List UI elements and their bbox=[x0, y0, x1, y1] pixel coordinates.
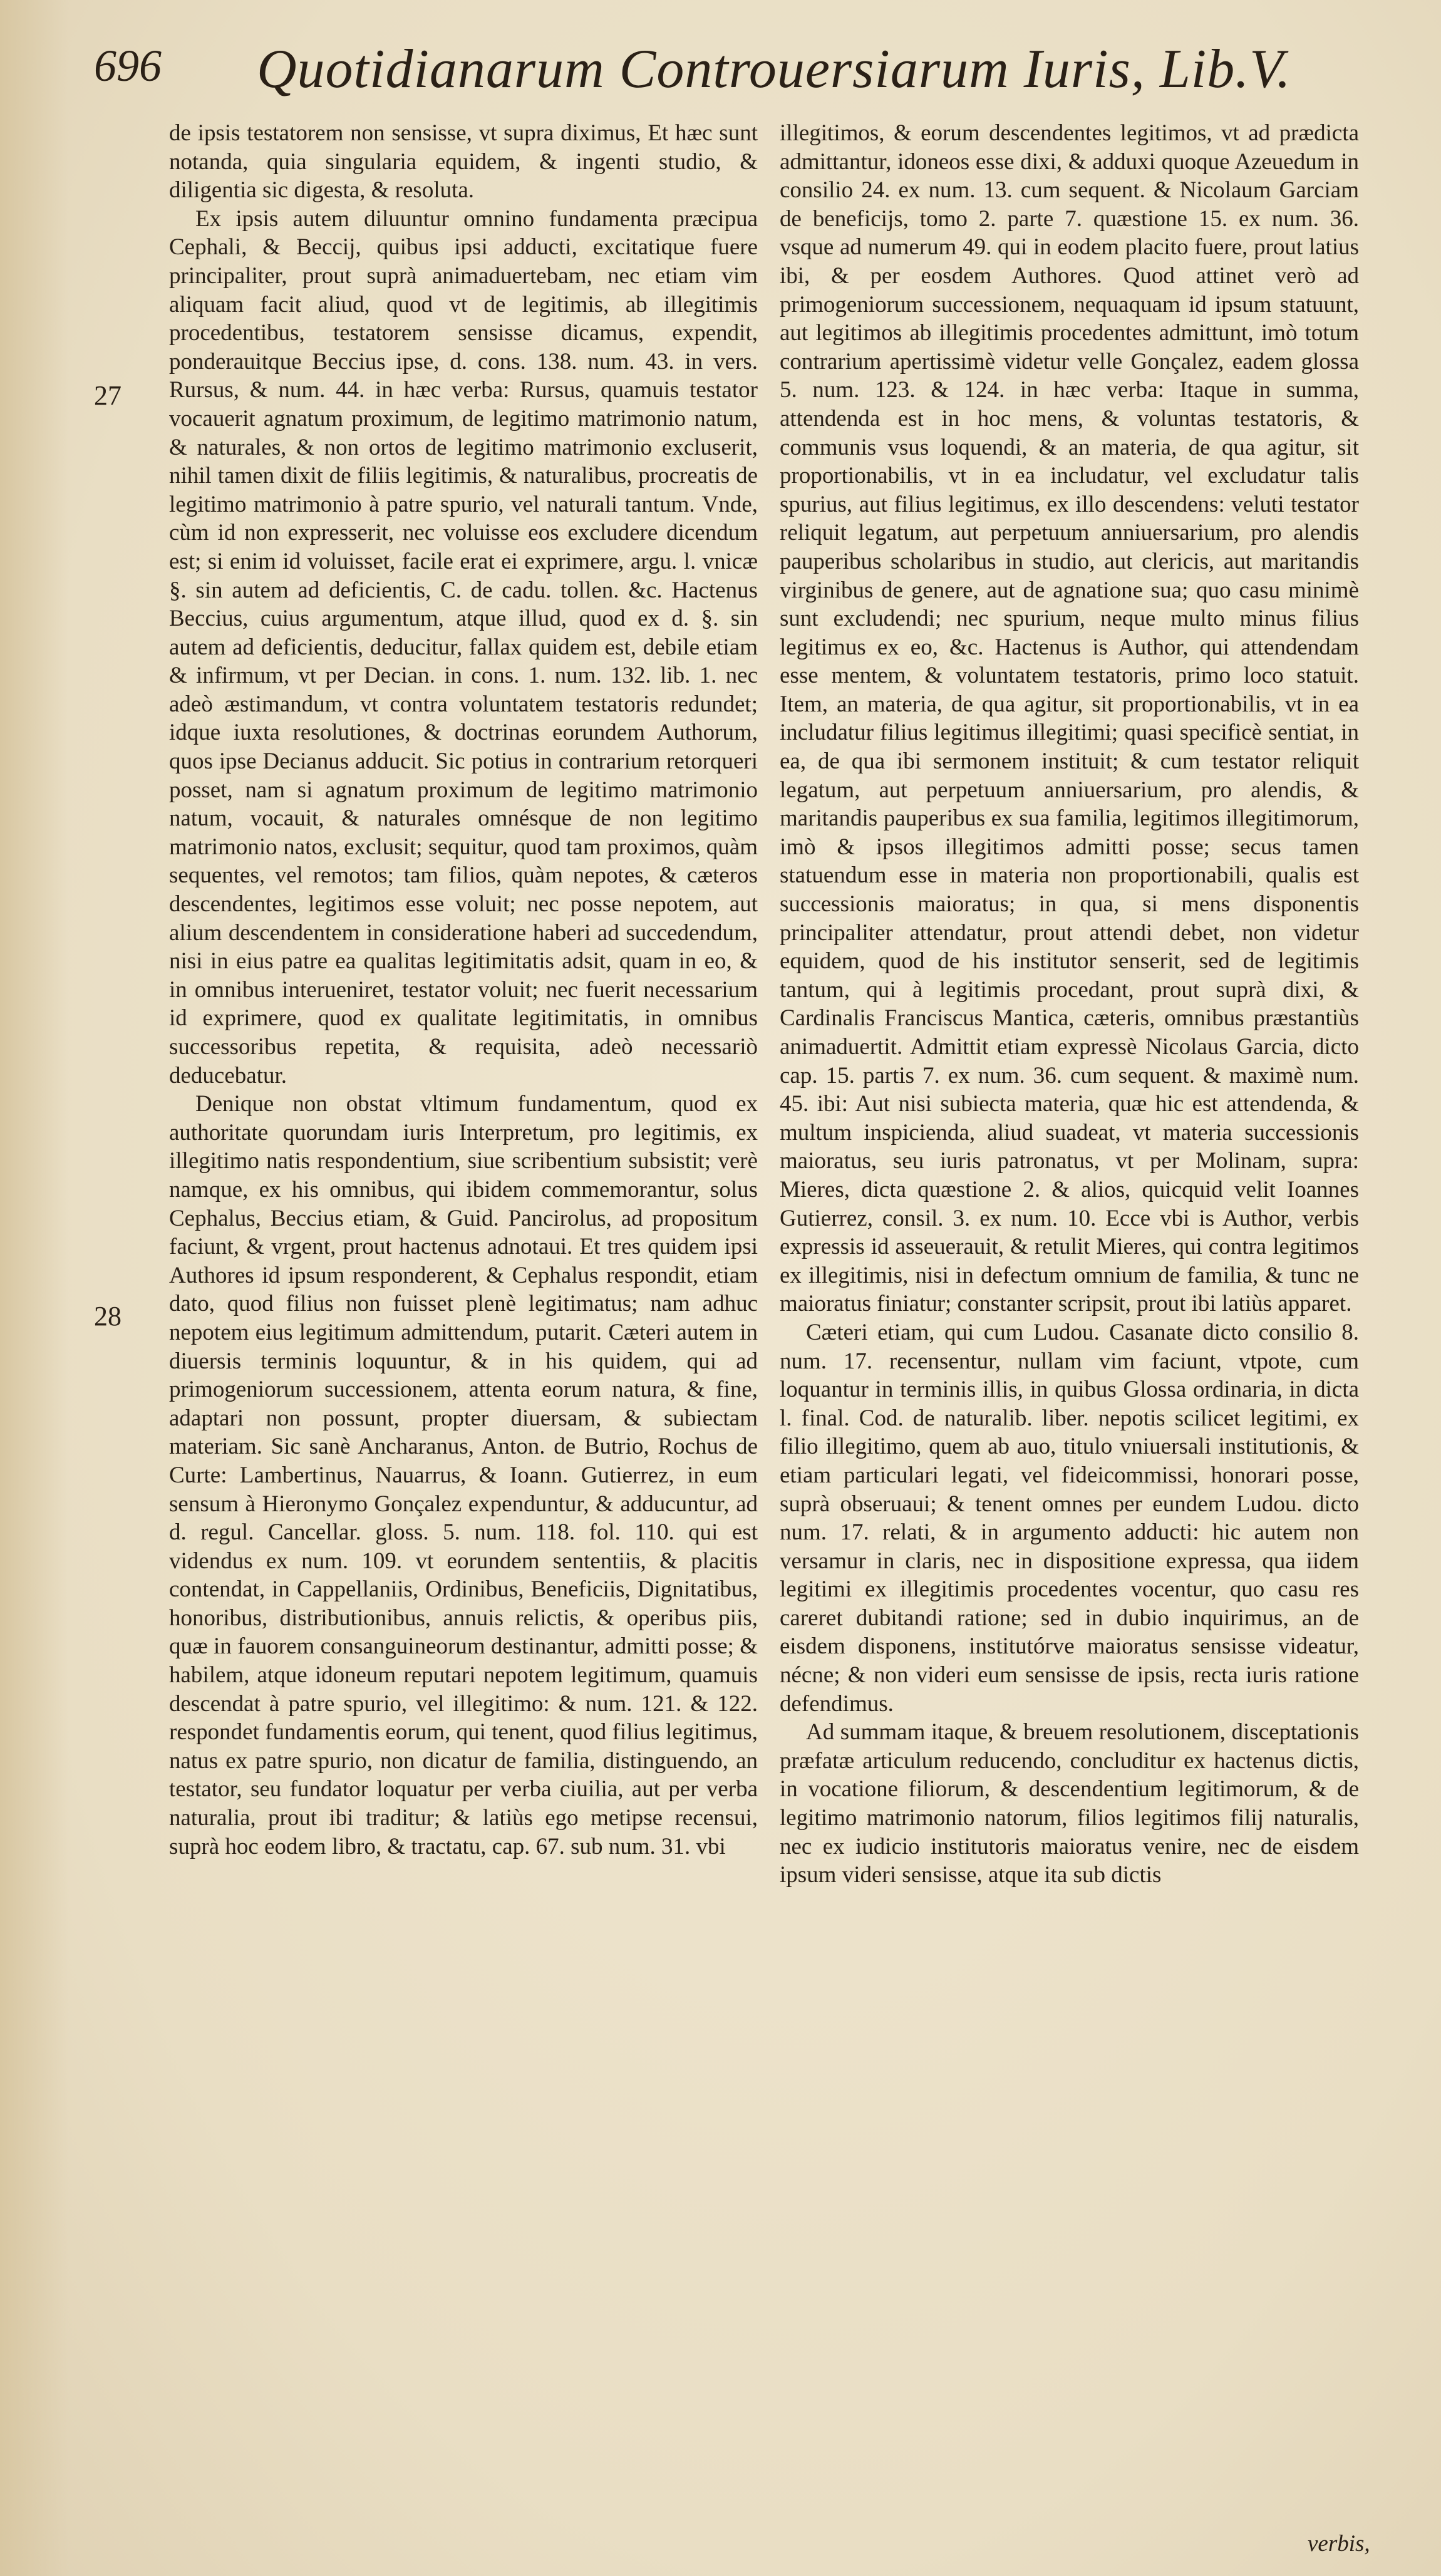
left-column bbox=[169, 119, 758, 1861]
right-column bbox=[780, 119, 1359, 1890]
catchword: verbis, bbox=[1308, 2531, 1370, 2557]
margin-number-27: 27 bbox=[94, 380, 121, 411]
margin-number-28: 28 bbox=[94, 1301, 121, 1332]
left-paragraph-3: Denique non obstat vltimum fundamentum, quod ex authoritate quorundam iuris Interpretum, pro legitimis, ex illegitimo natis respondentium, siue scribentium subsistit; verè namque, ex his omnibus, qui ibidem commemorantur, solus Cephalus, Beccius etiam, & Guid. Pancirolus, ad propositum faciunt, & vrgent, prout hactenus adnotaui. Et tres quidem ipsi Authores id ipsum responderent, & Cephalus respondit, etiam dato, quod filius non fuisset plenè legitimatus; nam adhuc nepotem eius legitimum admittendum, putarit. Cæteri autem in diuersis terminis loquuntur, & in his quidem, qui ad primogeniorum successionem, attenta eorum natura, & fine, adaptari non possunt, propter diuersam, & subiectam materiam. Sic sanè Ancharanus, Anton. de Butrio, Rochus de Curte: Lambertinus, Nauarrus, & Ioann. Gutierrez, in eum sensum à Hieronymo Gonçalez expenduntur, & adducuntur, ad d. regul. Cancellar. gloss. 5. num. 118. fol. 110. qui est videndus ex num. 109. vt eorundem sententiis, & placitis contendat, in Cappellaniis, Ordinibus, Beneficiis, Dignitatibus, honoribus, distributionibus, annuis relictis, & operibus piis, quæ in fauorem consanguineorum destinantur, admitti posse; & habilem, atque idoneum reputari nepotem legitimum, quamuis descendat à patre spurio, vel illegitimo: & num. 121. & 122. respondet fundamentis eorum, qui tenent, quod filius legitimus, natus ex patre spurio, non dicatur de familia, distinguendo, an testator, seu fundator loquatur per verba ciuilia, aut per verba naturalia, prout ibi traditur; & latiùs ego metipse recensui, suprà hoc eodem libro, & tractatu, cap. 67. sub num. 31. vbi bbox=[169, 1091, 758, 1860]
running-title: Quotidianarum Controuersiarum Iuris, Lib.V. bbox=[257, 39, 1291, 100]
page-number: 696 bbox=[94, 41, 162, 91]
left-paragraph-2: Ex ipsis autem diluuntur omnino fundamenta præcipua Cephali, & Beccij, quibus ipsi adducti, excitatique fuere principaliter, prout suprà animaduertebam, nec etiam vim aliquam facit aliud, quod vt de legitimis, ab illegitimis procedentibus, testatorem sensisse dicamus, expendit, ponderauitque Beccius ipse, d. cons. 138. num. 43. in vers. Rursus, & num. 44. in hæc verba: Rursus, quamuis testator vocauerit agnatum proximum, de legitimo matrimonio natum, & naturales, & non ortos de legitimo matrimonio excluserit, nihil tamen dixit de filiis legitimis, & naturalibus, procreatis de legitimo matrimonio à patre spurio, vel naturali tantum. Vnde, cùm id non expresserit, nec voluisse eos excludere dicendum est; si enim id voluisset, facile erat ei exprimere, argu. l. vnicæ §. sin autem ad deficientis, C. de cadu. tollen. &c. Hactenus Beccius, cuius argumentum, atque illud, quod ex d. §. sin autem ad deficientis, deducitur, fallax quidem est, debile etiam & infirmum, vt per Decian. in cons. 1. num. 132. lib. 1. nec adeò æstimandum, vt contra voluntatem testatoris redundet; idque iuxta resolutiones, & doctrinas eorundem Authorum, quos ipse Decianus adducit. Sic potius in contrarium retorqueri posset, nam si agnatum proximum de legitimo matrimonio natum, vocauit, & naturales omnésque de non legitimo matrimonio natos, exclusit; sequitur, quod tam proximos, quàm sequentes, vel remotos; tam filios, quàm nepotes, & cæteros descendentes, legitimos esse voluit; nec posse nepotem, aut alium descendentem in consideratione haberi ad succedendum, nisi in eius patre ea qualitas legitimitatis adsit, quam in eo, & in omnibus interueniret, testator voluit; nec fuerit necessarium id exprimere, quod ex qualitate legitimitatis, in omnibus successoribus repetita, & requisita, adeò necessariò deducebatur. bbox=[169, 205, 758, 1089]
page-header bbox=[94, 38, 1346, 125]
right-paragraph-3: Ad summam itaque, & breuem resolutionem, disceptationis præfatæ articulum reducendo, concluditur ex hactenus dictis, in vocatione filiorum, & descendentium legitimorum, & de legitimo matrimonio natorum, filios legitimos filij naturalis, nec ex iudicio institutoris maioratus venire, nec de eisdem ipsum videri sensisse, atque ita sub dictis bbox=[780, 1719, 1359, 1888]
page-gutter-shadow bbox=[0, 0, 69, 2576]
right-paragraph-2: Cæteri etiam, qui cum Ludou. Casanate dicto consilio 8. num. 17. recensentur, nullam vim faciunt, vtpote, cum loquantur in terminis illis, in quibus Glossa ordinaria, in dicta l. final. Cod. de naturalib. liber. nepotis scilicet legitimi, ex filio illegitimo, quem ab auo, titulo vniuersali institutionis, & etiam particulari legati, vel fideicommissi, honorari posse, suprà obseruaui; & tenent omnes per eundem Ludou. dicto num. 17. relati, & in argumento adducti: hic autem non versamur in claris, nec in dispositione expressa, qua iidem legitimi ex illegitimis procedentes vocentur, quo casu res careret dubitandi ratione; sed in dubio inquirimus, an de eisdem disponens, institutórve maioratus sensisse videatur, nécne; & non videri eum sensisse de ipsis, recta iuris ratione defendimus. bbox=[780, 1319, 1359, 1717]
right-paragraph-1: illegitimos, & eorum descendentes legitimos, vt ad prædicta admittantur, idoneos esse dixi, & adduxi quoque Azeuedum in consilio 24. ex num. 13. cum sequent. & Nicolaum Garciam de beneficijs, tomo 2. parte 7. quæstione 15. ex num. 36. vsque ad numerum 49. qui in eodem placito fuere, prout latius ibi, & per eosdem Authores. Quod attinet verò ad primogeniorum successionem, nequaquam id ipsum statuunt, aut legitimos ab illegitimis procedentes admittunt, imò totum contrarium apertissimè videtur velle Gonçalez, eadem glossa 5. num. 123. & 124. in hæc verba: Itaque in summa, attendenda est in hoc mens, & voluntas testatoris, & communis vsus loquendi, & an materia, de qua agitur, sit proportionabilis, vt in ea includatur, vel excludatur talis spurius, aut filius legitimus, ex illo descendens: veluti testator reliquit legatum, aut perpetuum anniuersarium, pro alendis pauperibus scholaribus in studio, aut clericis, aut maritandis virginibus de genere, aut de agnatione sua; quo casu minimè sunt excludendi; nec spurium, neque multo minus filius legitimus ex eo, &c. Hactenus is Author, qui attendendam esse mentem, & voluntatem testatoris, primo loco statuit. Item, an materia, de qua agitur, sit proportionabilis, vt in ea includatur filius legitimus illegitimi; quasi specificè sentiat, in ea, de qua ibi sermonem instituit; & cum testator reliquit legatum, aut perpetuum anniuersarium, pro alendis, & maritandis pauperibus ex sua familia, legitimos illegitimorum, imò & ipsos illegitimos admitti posse; secus tamen statuendum esse in materia non proportionabili, qualis est successionis maioratus; in qua, si mens disponentis principaliter attendatur, prout attendi debet, non videtur equidem, quod de his institutor senserit, sed de legitimis tantum, qui à legitimis procedant, prout suprà dixi, & Cardinalis Franciscus Mantica, cæteris, omnibus præstantiùs animaduertit. Admittit etiam expressè Nicolaus Garcia, dicto cap. 15. partis 7. ex num. 36. cum sequent. & maximè num. 45. ibi: Aut nisi subiecta materia, quæ hic est attendenda, & multum inspicienda, aliud suadeat, vt materia successionis maioratus, seu iuris patronatus, vt per Molinam, supra: Mieres, dicta quæstione 2. & alios, quicquid velit Ioannes Gutierrez, consil. 3. ex num. 10. Ecce vbi is Author, verbis expressis id asseuerauit, & retulit Mieres, qui contra legitimos ex illegitimis, nisi in defectum omnium de familia, & tunc ne maioratus finiatur; constanter scripsit, prout ibi latiùs apparet. bbox=[780, 120, 1359, 1317]
left-paragraph-1: de ipsis testatorem non sensisse, vt supra diximus, Et hæc sunt notanda, quia singularia equidem, & ingenti studio, & diligentia sic digesta, & resoluta. bbox=[169, 120, 758, 204]
